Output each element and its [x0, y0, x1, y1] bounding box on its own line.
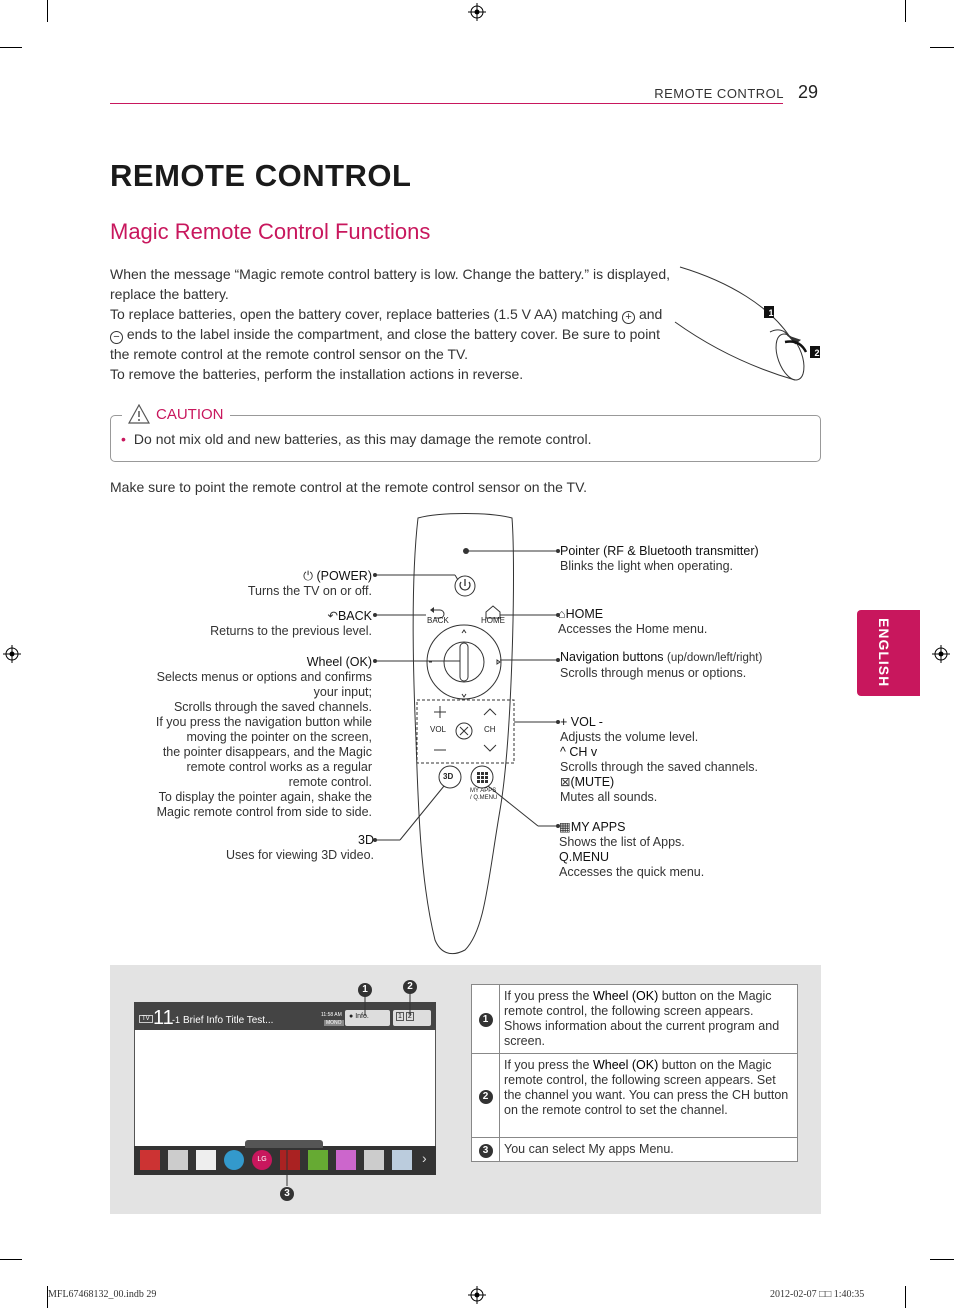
page-number: 29 — [798, 82, 819, 102]
navigation-title: Navigation buttons — [560, 650, 664, 664]
footer-file-info: MFL67468132_00.indb 29 — [48, 1289, 157, 1300]
table-row — [472, 1138, 798, 1162]
callout-leaders — [270, 978, 430, 1208]
qmenu-description: Accesses the quick menu. — [559, 865, 705, 879]
registration-mark — [3, 645, 21, 663]
pointer-title: Pointer (RF & Bluetooth transmitter) — [560, 544, 759, 558]
row-number: 1 — [479, 1013, 493, 1027]
power-icon: ⏻ — [303, 569, 313, 583]
wheel-description-line: remote control. — [288, 775, 372, 789]
row-text: If you press the — [504, 1058, 593, 1072]
step-2-label: 2 — [814, 348, 820, 358]
app-tile[interactable] — [140, 1150, 160, 1170]
remote-ch-text: CH — [484, 725, 496, 734]
wheel-description-line: the pointer disappears, and the Magic — [162, 745, 372, 759]
tv-channel-number: 11 — [153, 1007, 174, 1029]
remote-qmenu-text: / Q.MENU — [470, 795, 498, 801]
myapps-description: Shows the list of Apps. — [559, 835, 685, 849]
remote-vol-text: VOL — [430, 725, 447, 734]
home-title: HOME — [565, 607, 604, 621]
remote-3d-text: 3D — [443, 772, 454, 781]
tv-subchannel: -1 — [172, 1015, 181, 1025]
footer-timestamp: 2012-02-07 □□ 1:40:35 — [770, 1289, 865, 1300]
battery-cover-illustration — [670, 262, 830, 387]
row-number-cell — [472, 985, 500, 1054]
mute-description: Mutes all sounds. — [560, 790, 658, 804]
search-tile[interactable] — [196, 1150, 216, 1170]
lg-tile-text: LG — [257, 1156, 267, 1163]
row-text: If you press the — [504, 989, 593, 1003]
myapps-title: MY APPS — [570, 820, 626, 834]
tv-chip-number: 1 — [398, 1013, 402, 1020]
intro-text-span: To replace batteries, open the battery cover, replace batteries (1.5 V AA) matching — [110, 306, 619, 322]
row-text-cell — [500, 985, 798, 1054]
callout-1: 1 — [358, 983, 372, 997]
row-number-cell — [472, 1054, 500, 1138]
caution-bullet-text: Do not mix old and new batteries, as this may damage the remote control. — [133, 431, 592, 447]
home-description: Accesses the Home menu. — [558, 622, 708, 636]
header-rule — [110, 103, 783, 104]
row-text-bold: Wheel (OK) — [592, 1058, 659, 1072]
wheel-description-line: To display the pointer again, shake the — [158, 790, 372, 804]
step-1-label: 1 — [768, 308, 774, 318]
registration-mark — [932, 645, 950, 663]
language-tab-label: ENGLISH — [876, 618, 892, 688]
home-icon: ⌂ — [558, 607, 566, 621]
pointer-label — [560, 544, 820, 574]
tv-audio-mode: MONO — [326, 1020, 342, 1026]
intro-text-span: ends to the label inside the compartment, and close the battery cover. Be sure to point the remote control at the remote control sensor on the TV. — [110, 326, 660, 362]
lg-tile[interactable] — [252, 1150, 272, 1170]
minus-terminal-icon: − — [110, 331, 123, 344]
remote-myapps-text: MY APPS — [470, 788, 497, 794]
warning-icon — [128, 404, 150, 424]
info-icon: ● — [349, 1013, 354, 1020]
power-title: (POWER) — [316, 569, 372, 583]
back-label — [180, 609, 372, 639]
language-tab — [857, 610, 920, 696]
row-text: button on the Magic remote control, the following screen appears. Shows information about the current program and screen. — [504, 989, 780, 1048]
mute-icon: ⊠ — [560, 775, 571, 789]
power-description: Turns the TV on or off. — [247, 584, 372, 598]
row-text-cell — [500, 1138, 798, 1162]
screen-info-table — [471, 984, 798, 1162]
tv-info-text: Info. — [355, 1013, 369, 1020]
vol-ch-mute-label — [560, 715, 820, 805]
section-title: Magic Remote Control Functions — [110, 219, 431, 244]
remote-back-text: BACK — [427, 616, 449, 625]
chevron-right-icon[interactable]: › — [422, 1150, 427, 1166]
caution-heading — [122, 404, 230, 424]
crop-mark — [47, 0, 48, 22]
table-row — [472, 985, 798, 1054]
callout-2: 2 — [403, 980, 417, 994]
wheel-label — [120, 655, 372, 820]
tv-clock: 11:58 AM — [321, 1012, 342, 1018]
threed-description: Uses for viewing 3D video. — [226, 848, 374, 862]
back-title: BACK — [337, 609, 372, 623]
wheel-description-line: Magic remote control from side to side. — [156, 805, 372, 819]
navigation-label — [560, 650, 820, 681]
remote-home-text: HOME — [481, 616, 505, 625]
row-number-cell — [472, 1138, 500, 1162]
wheel-description-line: remote control works as a regular — [186, 760, 372, 774]
tv-chip-number: 2 — [407, 1013, 412, 1020]
crop-mark — [0, 47, 22, 48]
crop-mark — [930, 47, 954, 48]
table-row — [472, 1054, 798, 1138]
power-label — [180, 569, 372, 599]
callout-3: 3 — [280, 1187, 294, 1201]
pointer-description: Blinks the light when operating. — [560, 559, 734, 573]
back-icon: ↶ — [327, 609, 338, 623]
caution-bullet — [121, 431, 591, 447]
crop-mark — [930, 1259, 954, 1260]
intro-text-span: and — [638, 306, 663, 322]
vol-description: Adjusts the volume level. — [560, 730, 699, 744]
intro-text — [110, 264, 670, 384]
myapps-icon: ▦ — [559, 820, 571, 834]
back-description: Returns to the previous level. — [210, 624, 372, 638]
qmenu-title: Q.MENU — [559, 850, 609, 864]
wheel-description-line: your input; — [313, 685, 372, 699]
threed-label — [180, 833, 374, 863]
row-text-bold: Wheel (OK) — [592, 989, 659, 1003]
instruction-text: Make sure to point the remote control at the remote control sensor on the TV. — [110, 479, 588, 495]
registration-mark — [468, 1286, 486, 1304]
threed-title: 3D — [358, 833, 374, 847]
myapps-label — [559, 820, 819, 880]
mute-title: (MUTE) — [570, 775, 615, 789]
tv-source-tag: TV — [139, 1015, 153, 1023]
plus-terminal-icon: + — [622, 311, 635, 324]
settings-tile[interactable] — [168, 1150, 188, 1170]
wheel-description-line: If you press the navigation button while — [155, 715, 372, 729]
intro-paragraph: To remove the batteries, perform the installation actions in reverse. — [110, 366, 524, 382]
registration-mark — [468, 3, 486, 21]
wheel-description-line: moving the pointer on the screen, — [186, 730, 372, 744]
running-header: REMOTE CONTROL — [654, 86, 784, 101]
ch-title: ^ CH v — [560, 745, 598, 759]
vol-title: + VOL - — [560, 715, 603, 729]
row-text: You can select My apps Menu. — [504, 1142, 674, 1156]
row-number: 2 — [479, 1090, 493, 1104]
caution-label: CAUTION — [156, 405, 224, 423]
home-label — [558, 607, 818, 637]
row-text: button on the Magic remote control, the following screen appears. Set the channel you want. You can press the CH button on the remote control to set the channel. — [504, 1058, 789, 1117]
intro-paragraph — [110, 304, 670, 364]
page-title: REMOTE CONTROL — [110, 158, 412, 193]
internet-tile[interactable] — [224, 1150, 244, 1170]
crop-mark — [905, 1286, 906, 1308]
tv-program-title: Brief Info Title Test... — [183, 1015, 274, 1026]
intro-paragraph: When the message “Magic remote control battery is low. Change the battery.” is displayed, replace the battery. — [110, 266, 671, 302]
bullet-icon: • — [121, 431, 126, 447]
row-text-cell — [500, 1054, 798, 1138]
ch-description: Scrolls through the saved channels. — [560, 760, 759, 774]
navigation-description: Scrolls through menus or options. — [560, 666, 747, 680]
wheel-description-line: Selects menus or options and confirms — [156, 670, 372, 684]
navigation-note: (up/down/left/right) — [667, 652, 763, 664]
wheel-description-line: Scrolls through the saved channels. — [173, 700, 372, 714]
crop-mark — [0, 1259, 22, 1260]
row-number: 3 — [479, 1144, 493, 1158]
wheel-title: Wheel (OK) — [306, 655, 372, 669]
crop-mark — [905, 0, 906, 22]
